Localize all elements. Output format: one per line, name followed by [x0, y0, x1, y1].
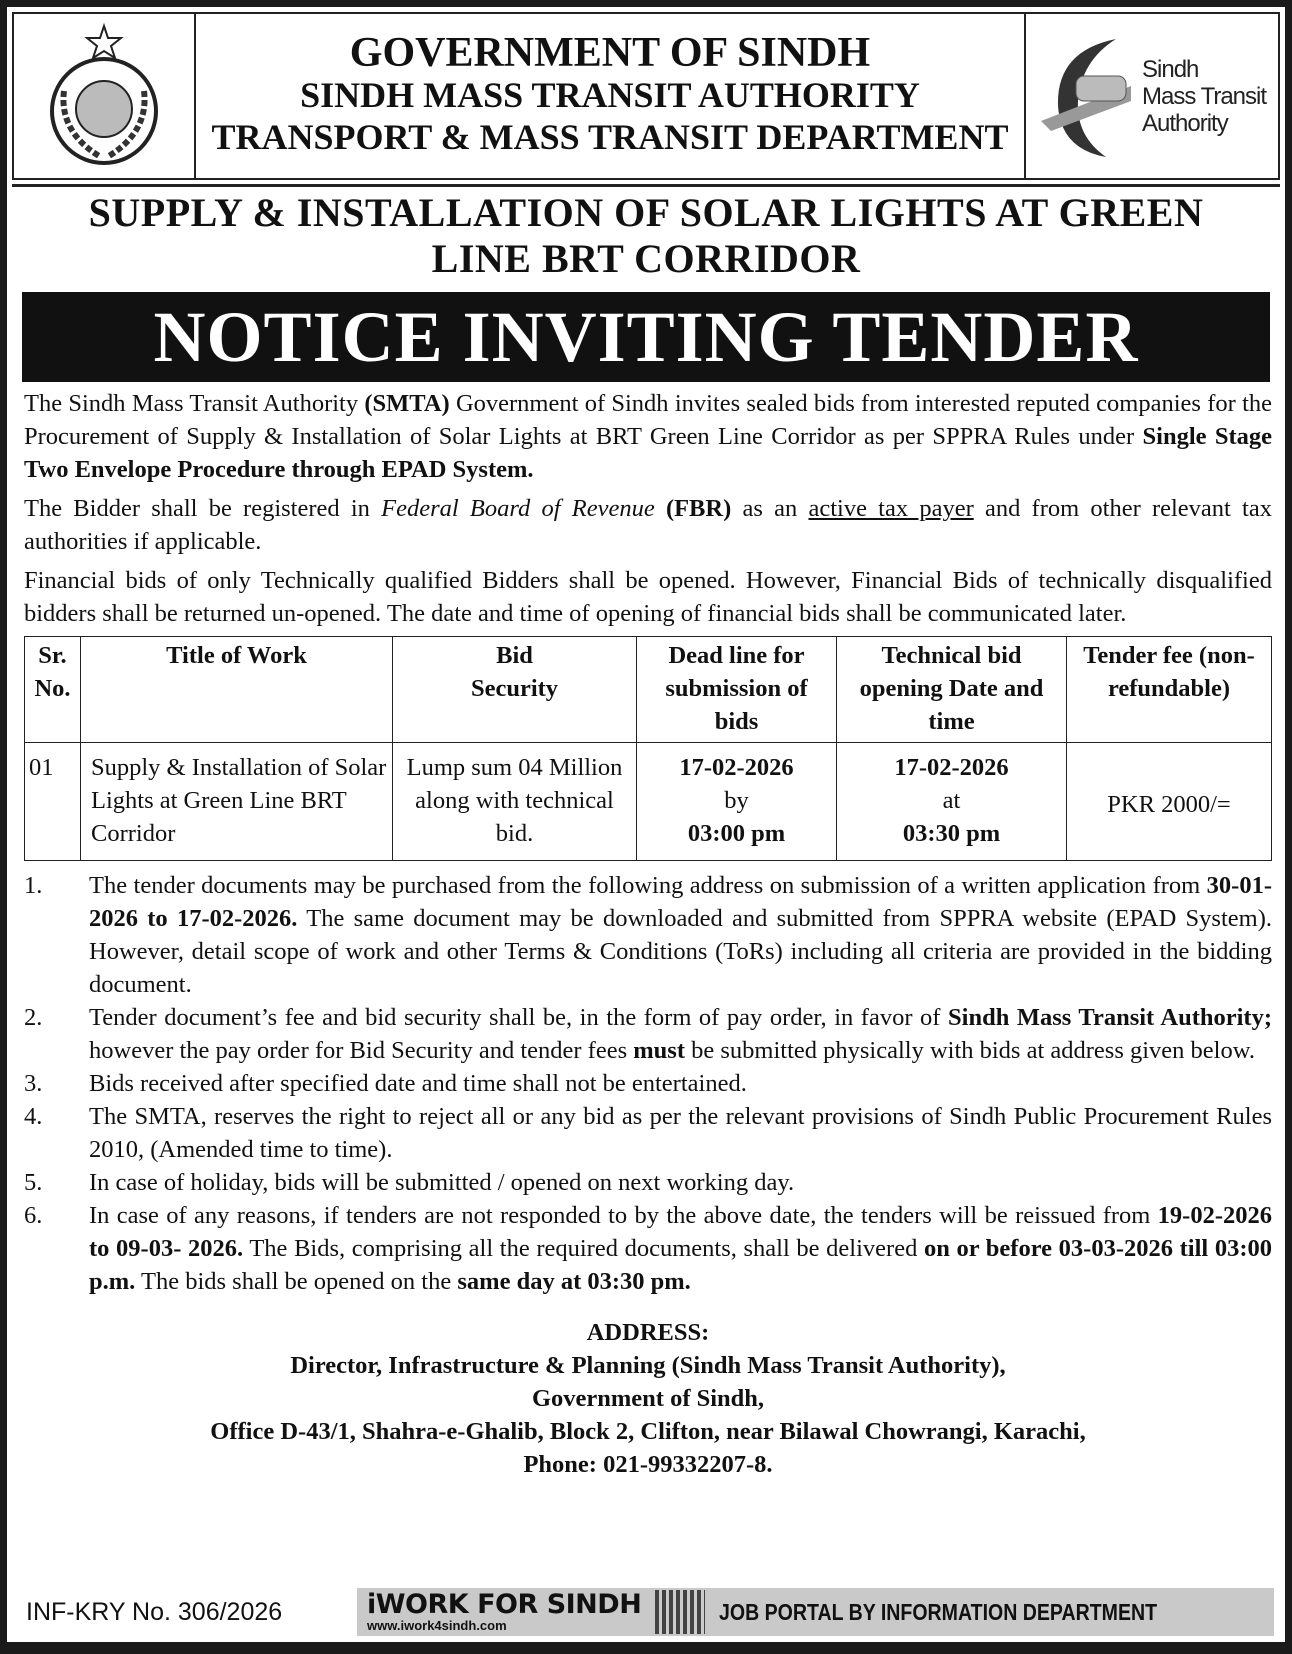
header-line-2: SINDH MASS TRANSIT AUTHORITY: [300, 75, 920, 115]
footer: [12, 1587, 1280, 1637]
conditions-list: [24, 869, 1272, 1298]
opening-date: 17-02-2026: [894, 754, 1009, 781]
iwork-brand: iWORK FOR SINDH: [367, 1588, 642, 1620]
text-segment: In case of holiday, bids will be submitted / opened on next working day.: [89, 1169, 795, 1196]
text-segment: Financial bids of only Technically qualified Bidders shall be opened. However, Financial Bids of technically disqualified bidders shall be returned un-opened. The date and time of opening of financial bids shall be communicated later.: [24, 567, 1272, 627]
col-deadline: Dead line for submission of bids: [637, 637, 837, 743]
cell-opening: [837, 743, 1067, 861]
col-sr: Sr. No.: [25, 637, 81, 743]
emphasis-text: same day at 03:30 pm.: [457, 1268, 691, 1295]
text-segment: Bids received after specified date and time shall not be entertained.: [89, 1070, 747, 1097]
cell-deadline: [637, 743, 837, 861]
table-row: [25, 743, 1272, 861]
deadline-time: 03:00 pm: [687, 820, 786, 847]
condition-number: 1.: [24, 872, 43, 899]
opening-time: 03:30 pm: [902, 820, 1001, 847]
text-segment: The SMTA, reserves the right to reject all or any bid as per the relevant provisions of Sindh Public Procurement Rules 2010, (Amended time to time).: [89, 1103, 1272, 1163]
cell-fee: PKR 2000/=: [1067, 743, 1272, 861]
emphasis-text: Federal Board of Revenue: [381, 495, 655, 522]
cell-security: Lump sum 04 Million along with technical bid.: [393, 743, 637, 861]
tender-subject: [12, 190, 1280, 282]
cell-title: Supply & Installation of Solar Lights at Green Line BRT Corridor: [81, 743, 393, 861]
text-segment: [655, 495, 666, 522]
emphasis-text: Sindh Mass Transit Authority;: [948, 1004, 1272, 1031]
condition-item: [24, 1166, 1272, 1199]
header: [12, 12, 1280, 180]
text-segment: The Bids, comprising all the required documents, shall be delivered: [243, 1235, 924, 1262]
logo-text-2: Mass Transit: [1142, 82, 1267, 110]
address-heading: ADDRESS:: [586, 1319, 710, 1346]
emphasis-text: Single Stage Two Envelope Procedure through EPAD System.: [24, 423, 1273, 483]
qr-code-icon: [655, 1590, 705, 1634]
address-line: Director, Infrastructure & Planning (Sindh Mass Transit Authority),: [290, 1352, 1006, 1379]
emphasis-text: on or before 03-03-2026 till 03:00 p.m.: [89, 1235, 1272, 1295]
address-block: [24, 1316, 1272, 1481]
notice-banner: NOTICE INVITING TENDER: [22, 292, 1270, 382]
job-portal-tagline: JOB PORTAL BY INFORMATION DEPARTMENT: [719, 1598, 1158, 1625]
text-segment: The same document may be downloaded and submitted from SPPRA website (EPAD System). However, detail scope of work and other Terms & Conditions (ToRs) including all criteria are provided in the bidding document.: [89, 905, 1272, 998]
text-segment: The Bidder shall be registered in: [24, 495, 382, 522]
paragraph-intro: [24, 387, 1272, 486]
text-segment: as an: [731, 495, 809, 522]
cell-sr: 01: [25, 743, 81, 861]
condition-item: [24, 1001, 1272, 1067]
address-phone: Phone: 021-99332207-8.: [523, 1451, 773, 1478]
condition-number: 5.: [24, 1169, 43, 1196]
text-segment: The bids shall be opened on the: [135, 1268, 458, 1295]
condition-item: [24, 1199, 1272, 1298]
emphasis-text: must: [633, 1037, 685, 1064]
subject-line-1: SUPPLY & INSTALLATION OF SOLAR LIGHTS AT GREEN: [88, 190, 1204, 235]
col-fee: Tender fee (non-refundable): [1067, 637, 1272, 743]
text-segment: be submitted physically with bids at address given below.: [684, 1037, 1255, 1064]
condition-text: [89, 1100, 1272, 1166]
condition-text: [89, 1199, 1272, 1298]
paragraph-fbr: [24, 492, 1272, 558]
table-header-row: [25, 637, 1272, 743]
condition-item: [24, 1067, 1272, 1100]
smta-logo: [1026, 14, 1278, 178]
emphasis-text: (FBR): [665, 495, 732, 522]
header-line-3: TRANSPORT & MASS TRANSIT DEPARTMENT: [211, 117, 1009, 157]
address-line: Office D-43/1, Shahra-e-Ghalib, Block 2, Clifton, near Bilawal Chowrangi, Karachi,: [210, 1418, 1086, 1445]
condition-number: 4.: [24, 1103, 43, 1130]
condition-text: [89, 1001, 1272, 1067]
logo-text-3: Authority: [1142, 109, 1228, 137]
condition-item: [24, 869, 1272, 1001]
text-segment: Tender document’s fee and bid security shall be, in the form of pay order, in favor of: [89, 1004, 949, 1031]
text-segment: In case of any reasons, if tenders are not responded to by the above date, the tenders will be reissued from: [89, 1202, 1158, 1229]
notice-body: [24, 387, 1272, 1481]
condition-text: [89, 869, 1272, 1001]
subject-line-2: LINE BRT CORRIDOR: [431, 236, 861, 281]
inf-reference: INF-KRY No. 306/2026: [26, 1597, 283, 1626]
condition-item: [24, 1100, 1272, 1166]
text-segment: The tender documents may be purchased from the following address on submission of a written application from: [89, 872, 1207, 899]
condition-text: [89, 1067, 1272, 1100]
text-segment: The Sindh Mass Transit Authority: [24, 390, 365, 417]
deadline-by: by: [724, 787, 749, 814]
iwork-url: www.iwork4sindh.com: [367, 1617, 507, 1633]
text-segment: Government of Sindh invites sealed bids from interested reputed companies for the Procurement of Supply & Installation of Solar Lights at BRT Green Line Corridor as per SPPRA Rules under: [24, 390, 1272, 450]
address-line: Government of Sindh,: [531, 1385, 765, 1412]
deadline-date: 17-02-2026: [679, 754, 794, 781]
opening-at: at: [942, 787, 961, 814]
condition-text: [89, 1166, 1272, 1199]
emphasis-text: (SMTA): [364, 390, 450, 417]
condition-number: 2.: [24, 1004, 43, 1031]
text-segment: and from other relevant tax authorities if applicable.: [24, 495, 1272, 555]
emblem-icon: [39, 21, 169, 171]
sindh-government-emblem: [14, 14, 196, 178]
paragraph-financial: [24, 564, 1272, 630]
emphasis-text: 30-01-2026 to 17-02-2026.: [89, 872, 1272, 932]
emphasis-text: active tax payer: [808, 495, 974, 522]
condition-number: 3.: [24, 1070, 43, 1097]
condition-number: 6.: [24, 1202, 43, 1229]
smta-logo-icon: [1036, 31, 1136, 161]
text-segment: however the pay order for Bid Security and tender fees: [89, 1037, 634, 1064]
logo-text-1: Sindh: [1142, 55, 1199, 83]
col-title: Title of Work: [81, 637, 393, 743]
col-opening: Technical bid opening Date and time: [837, 637, 1067, 743]
emphasis-text: 19-02-2026 to 09-03- 2026.: [89, 1202, 1272, 1262]
tender-table: [24, 636, 1272, 861]
col-security: Bid Security: [393, 637, 637, 743]
iwork-banner: [357, 1588, 1274, 1636]
header-line-1: GOVERNMENT OF SINDH: [349, 30, 871, 76]
divider: [12, 184, 1280, 187]
